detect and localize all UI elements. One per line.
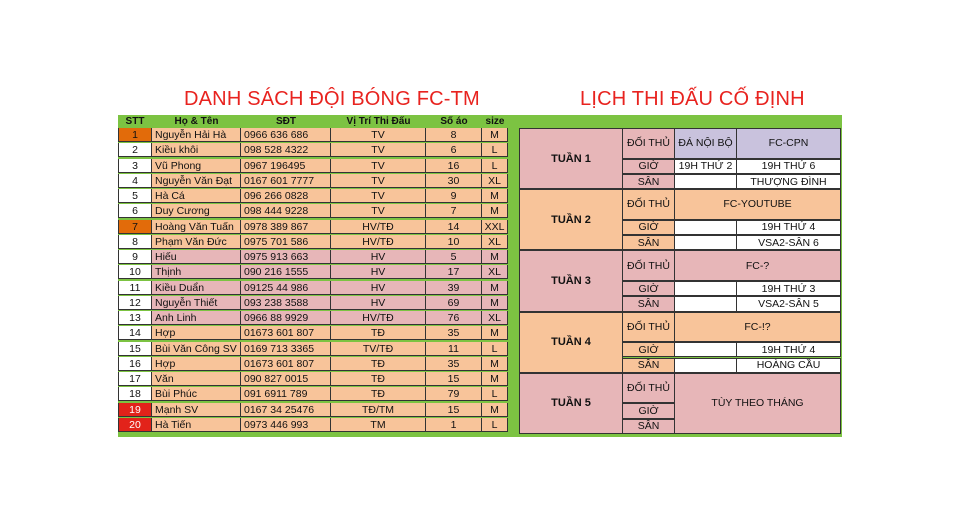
header-size: size (485, 116, 505, 127)
player-number: 15 (426, 403, 482, 417)
player-position: TV (331, 174, 426, 188)
player-stt: 3 (118, 159, 152, 173)
player-size: M (482, 204, 508, 218)
header-phone: SĐT (276, 116, 296, 127)
player-phone: 0978 389 867 (241, 220, 331, 234)
player-number: 69 (426, 296, 482, 310)
field-blank (675, 235, 737, 250)
player-size: M (482, 250, 508, 264)
player-stt: 20 (118, 418, 152, 432)
time-blank (675, 281, 737, 296)
player-name: Kiều Duẩn (152, 281, 241, 295)
field-label: SÂN (623, 174, 675, 189)
player-stt: 12 (118, 296, 152, 310)
opponent-label: ĐỐI THỦ (623, 250, 675, 281)
player-number: 16 (426, 159, 482, 173)
player-phone: 096 266 0828 (241, 189, 331, 203)
player-name: Hà Tiến (152, 418, 241, 432)
player-position: TĐ/TM (331, 403, 426, 417)
opponent-label: ĐỐI THỦ (623, 128, 675, 159)
player-name: Hợp (152, 326, 241, 340)
player-phone: 0167 34 25476 (241, 403, 331, 417)
field-label: SÂN (623, 358, 675, 373)
player-phone: 0975 913 663 (241, 250, 331, 264)
table-row (118, 342, 508, 357)
week-label: TUẦN 2 (519, 189, 623, 250)
player-name: Nguyễn Thiết (152, 296, 241, 310)
time-label: GIỜ (623, 403, 675, 418)
player-stt: 7 (118, 220, 152, 234)
player-number: 79 (426, 387, 482, 401)
player-position: HV (331, 281, 426, 295)
player-number: 9 (426, 189, 482, 203)
week-label: TUẦN 3 (519, 250, 623, 311)
player-number: 35 (426, 357, 482, 371)
field-label: SÂN (623, 419, 675, 434)
player-stt: 4 (118, 174, 152, 188)
player-phone: 0967 196495 (241, 159, 331, 173)
player-size: L (482, 387, 508, 401)
player-phone: 090 827 0015 (241, 372, 331, 386)
table-row (118, 174, 508, 189)
week-label: TUẦN 4 (519, 312, 623, 373)
player-stt: 14 (118, 326, 152, 340)
player-name: Văn (152, 372, 241, 386)
table-row (118, 372, 508, 387)
header-stt: STT (125, 116, 145, 127)
player-name: Vũ Phong (152, 159, 241, 173)
player-size: M (482, 296, 508, 310)
opponent-label: ĐỐI THỦ (623, 373, 675, 404)
player-number: 1 (426, 418, 482, 432)
table-row (118, 281, 508, 296)
player-position: TĐ (331, 387, 426, 401)
player-number: 30 (426, 174, 482, 188)
player-stt: 5 (118, 189, 152, 203)
player-position: HV/TĐ (331, 220, 426, 234)
player-position: HV/TĐ (331, 311, 426, 325)
player-number: 35 (426, 326, 482, 340)
opponent-label: ĐỐI THỦ (623, 189, 675, 220)
time-label: GIỜ (623, 159, 675, 174)
player-stt: 11 (118, 281, 152, 295)
time-value: 19H THỨ 4 (737, 342, 841, 357)
player-name: Mạnh SV (152, 403, 241, 417)
player-position: TV/TĐ (331, 342, 426, 356)
player-position: TV (331, 204, 426, 218)
player-number: 5 (426, 250, 482, 264)
table-row (118, 159, 508, 174)
player-stt: 16 (118, 357, 152, 371)
player-size: M (482, 403, 508, 417)
player-stt: 9 (118, 250, 152, 264)
player-size: L (482, 418, 508, 432)
player-number: 10 (426, 235, 482, 249)
player-size: XL (482, 235, 508, 249)
player-phone: 090 216 1555 (241, 265, 331, 279)
schedule-title: LỊCH THI ĐẤU CỐ ĐỊNH (580, 88, 805, 110)
player-name: Thịnh (152, 265, 241, 279)
player-size: M (482, 128, 508, 142)
spreadsheet (118, 115, 842, 437)
player-number: 76 (426, 311, 482, 325)
opponent-value: FC-CPN (737, 128, 841, 159)
opponent-label: ĐỐI THỦ (623, 312, 675, 343)
player-phone: 093 238 3588 (241, 296, 331, 310)
player-number: 7 (426, 204, 482, 218)
player-position: TV (331, 189, 426, 203)
player-position: TV (331, 159, 426, 173)
week-label: TUẦN 5 (519, 373, 623, 434)
table-row (118, 296, 508, 311)
opponent-value: FC-? (675, 250, 841, 281)
schedule-note: TÙY THEO THÁNG (675, 373, 841, 434)
player-name: Hà Cá (152, 189, 241, 203)
player-stt: 6 (118, 204, 152, 218)
player-phone: 0973 446 993 (241, 418, 331, 432)
player-name: Kiều khôi (152, 143, 241, 157)
table-row (118, 128, 508, 143)
field-value: VSA2-SÂN 6 (737, 235, 841, 250)
opponent-value: FC-!? (675, 312, 841, 343)
player-phone: 098 528 4322 (241, 143, 331, 157)
player-position: TĐ (331, 326, 426, 340)
player-size: XXL (482, 220, 508, 234)
player-stt: 1 (118, 128, 152, 142)
header-number: Số áo (440, 116, 468, 127)
player-number: 11 (426, 342, 482, 356)
time-value: 19H THỨ 6 (737, 159, 841, 174)
player-position: HV (331, 265, 426, 279)
field-blank (675, 358, 737, 373)
opponent-value: FC-YOUTUBE (675, 189, 841, 220)
player-position: TĐ (331, 357, 426, 371)
player-name: Bùi Văn Công SV (152, 342, 241, 356)
time-value: 19H THỨ 3 (737, 281, 841, 296)
player-size: M (482, 357, 508, 371)
player-phone: 01673 601 807 (241, 326, 331, 340)
field-label: SÂN (623, 296, 675, 311)
player-name: Phạm Văn Đức (152, 235, 241, 249)
player-stt: 10 (118, 265, 152, 279)
player-size: XL (482, 311, 508, 325)
table-row (118, 403, 508, 418)
player-name: Bùi Phúc (152, 387, 241, 401)
table-row (118, 220, 508, 235)
player-size: M (482, 189, 508, 203)
time-label: GIỜ (623, 281, 675, 296)
table-row (118, 143, 508, 158)
table-row (118, 326, 508, 341)
player-phone: 0966 636 686 (241, 128, 331, 142)
player-number: 15 (426, 372, 482, 386)
player-number: 6 (426, 143, 482, 157)
opponent-internal: ĐÁ NỘI BỘ (675, 128, 737, 159)
field-value: VSA2-SÂN 5 (737, 296, 841, 311)
player-phone: 0169 713 3365 (241, 342, 331, 356)
player-phone: 0167 601 7777 (241, 174, 331, 188)
field-value: THƯỢNG ĐÌNH (737, 174, 841, 189)
player-number: 17 (426, 265, 482, 279)
player-number: 8 (426, 128, 482, 142)
player-size: M (482, 372, 508, 386)
week-label: TUẦN 1 (519, 128, 623, 189)
player-stt: 17 (118, 372, 152, 386)
field-value-a (675, 174, 737, 189)
time-value-a: 19H THỨ 2 (675, 159, 737, 174)
player-size: L (482, 143, 508, 157)
player-size: M (482, 326, 508, 340)
player-size: XL (482, 174, 508, 188)
field-label: SÂN (623, 235, 675, 250)
field-value: HOÀNG CẦU (737, 358, 841, 373)
time-label: GIỜ (623, 220, 675, 235)
player-name: Nguyễn Hải Hà (152, 128, 241, 142)
player-name: Hợp (152, 357, 241, 371)
player-size: M (482, 281, 508, 295)
header-name: Họ & Tên (174, 116, 219, 127)
player-name: Hiếu (152, 250, 241, 264)
player-phone: 091 6911 789 (241, 387, 331, 401)
player-number: 39 (426, 281, 482, 295)
player-position: HV (331, 250, 426, 264)
player-stt: 13 (118, 311, 152, 325)
table-row (118, 189, 508, 204)
table-row (118, 418, 508, 433)
field-blank (675, 296, 737, 311)
player-size: L (482, 342, 508, 356)
player-position: TV (331, 128, 426, 142)
player-stt: 8 (118, 235, 152, 249)
player-position: TV (331, 143, 426, 157)
player-name: Duy Cương (152, 204, 241, 218)
table-row (118, 311, 508, 326)
player-stt: 2 (118, 143, 152, 157)
player-name: Hoàng Văn Tuấn (152, 220, 241, 234)
player-size: XL (482, 265, 508, 279)
table-row (118, 235, 508, 250)
time-blank (675, 342, 737, 357)
player-position: HV (331, 296, 426, 310)
player-stt: 19 (118, 403, 152, 417)
player-phone: 0975 701 586 (241, 235, 331, 249)
table-row (118, 357, 508, 372)
player-stt: 15 (118, 342, 152, 356)
player-position: TĐ (331, 372, 426, 386)
roster-title: DANH SÁCH ĐỘI BÓNG FC-TM (184, 88, 480, 110)
player-name: Anh Linh (152, 311, 241, 325)
player-phone: 0966 88 9929 (241, 311, 331, 325)
player-name: Nguyễn Văn Đạt (152, 174, 241, 188)
player-position: TM (331, 418, 426, 432)
player-number: 14 (426, 220, 482, 234)
player-phone: 098 444 9228 (241, 204, 331, 218)
table-row (118, 250, 508, 265)
time-blank (675, 220, 737, 235)
time-label: GIỜ (623, 342, 675, 357)
player-stt: 18 (118, 387, 152, 401)
table-row (118, 265, 508, 280)
header-position: Vị Trí Thi Đấu (346, 116, 411, 127)
player-phone: 09125 44 986 (241, 281, 331, 295)
table-row (118, 387, 508, 402)
table-row (118, 204, 508, 219)
time-value: 19H THỨ 4 (737, 220, 841, 235)
schedule-table (519, 128, 841, 434)
player-size: L (482, 159, 508, 173)
player-position: HV/TĐ (331, 235, 426, 249)
player-phone: 01673 601 807 (241, 357, 331, 371)
